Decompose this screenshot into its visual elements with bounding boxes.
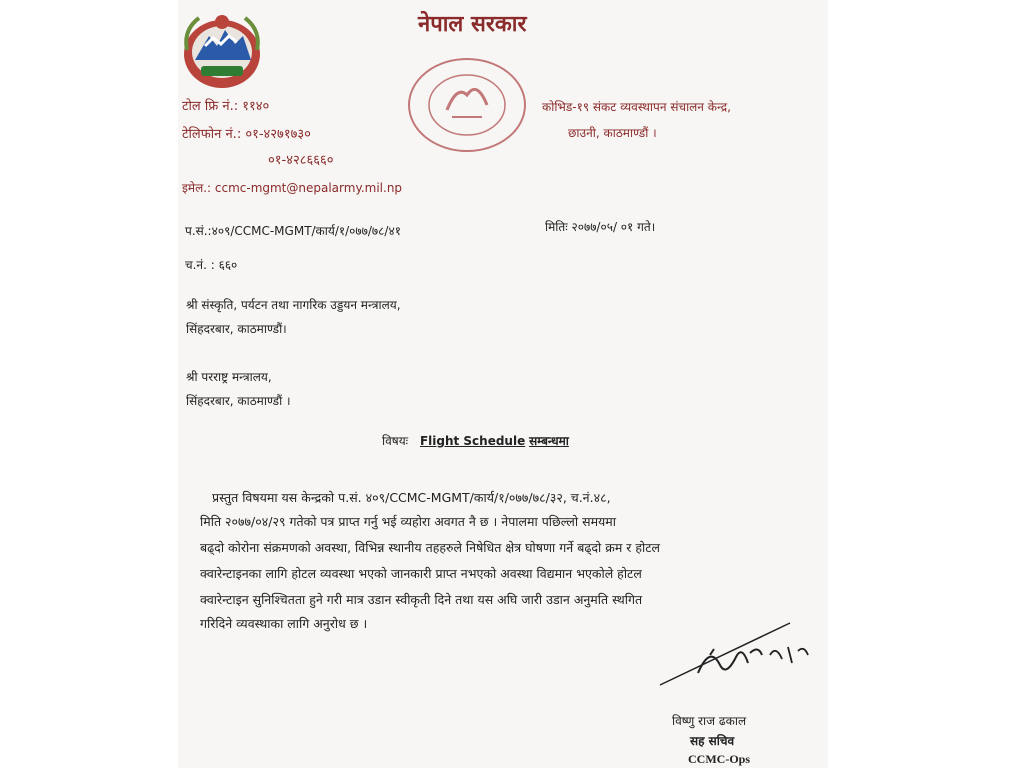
telephone-number: टेलिफोन नं.: ०१-४२७१७३० xyxy=(182,127,311,142)
subject-label: विषयः xyxy=(382,434,409,448)
body-line-2: मिति २०७७/०४/२९ गतेको पत्र प्राप्त गर्नु भई व्यहोरा अवगत नै छ । नेपालमा पछिल्लो समयमा xyxy=(200,514,617,529)
signature-icon xyxy=(650,615,830,695)
centre-place: छाउनी, काठमाण्डौं । xyxy=(568,126,657,140)
telephone-number-2: ०१-४२८६६६० xyxy=(268,153,334,168)
centre-name: कोभिड-१९ संकट व्यवस्थापन संचालन केन्द्र, xyxy=(542,100,731,114)
body-line-5: क्वारेन्टाइन सुनिश्चितता हुने गरी मात्र उडान स्वीकृती दिने तथा यस अघि जारी उडान अनुमति स्थगित xyxy=(200,592,643,607)
dispatch-number: च.नं. : ६६० xyxy=(185,258,238,272)
letter-date: मितिः २०७७/०५/ ०१ गते। xyxy=(545,220,656,234)
body-line-1: प्रस्तुत विषयमा यस केन्द्रको प.सं. ४०९/CCMC-MGMT/कार्य/१/०७७/७८/३२, च.नं.४८, xyxy=(212,490,611,505)
body-line-3: बढ्दो कोरोना संक्रमणको अवस्था, विभिन्न स्थानीय तहहरुले निषेधित क्षेत्र घोषणा गर्ने बढ्दो क्रम र होटल xyxy=(200,540,661,555)
body-line-6: गरिदिने व्यवस्थाका लागि अनुरोध छ । xyxy=(200,616,368,631)
recipient-1-line2: सिंहदरबार, काठमाण्डौं। xyxy=(186,322,287,336)
letterhead-title: नेपाल सरकार xyxy=(418,12,527,37)
signatory-unit: CCMC-Ops xyxy=(688,752,750,766)
subject-np: सम्बन्धमा xyxy=(529,434,569,448)
toll-free-number: टोल फ्रि नं.: ११४० xyxy=(182,99,270,114)
body-line-4: क्वारेन्टाइनका लागि होटल व्यवस्था भएको जानकारी प्राप्त नभएको अवस्था विद्यमान भएकोले होटल xyxy=(200,566,642,581)
recipient-2-line1: श्री परराष्ट्र मन्त्रालय, xyxy=(186,370,272,384)
recipient-1-line1: श्री संस्कृति, पर्यटन तथा नागरिक उड्डयन मन्त्रालय, xyxy=(186,298,401,312)
reference-number: प.सं.:४०९/CCMC-MGMT/कार्य/१/०७७/७८/४१ xyxy=(185,224,401,238)
office-stamp-icon xyxy=(402,55,532,155)
email-address: इमेल.: ccmc-mgmt@nepalarmy.mil.np xyxy=(182,181,403,195)
signatory-designation: सह सचिव xyxy=(690,734,735,748)
subject-line xyxy=(382,432,569,449)
subject-en: Flight Schedule xyxy=(419,434,526,448)
signatory-name: विष्णु राज ढकाल xyxy=(672,714,747,728)
recipient-2-line2: सिंहदरबार, काठमाण्डौं । xyxy=(186,394,291,408)
nepal-emblem-icon xyxy=(181,10,263,90)
